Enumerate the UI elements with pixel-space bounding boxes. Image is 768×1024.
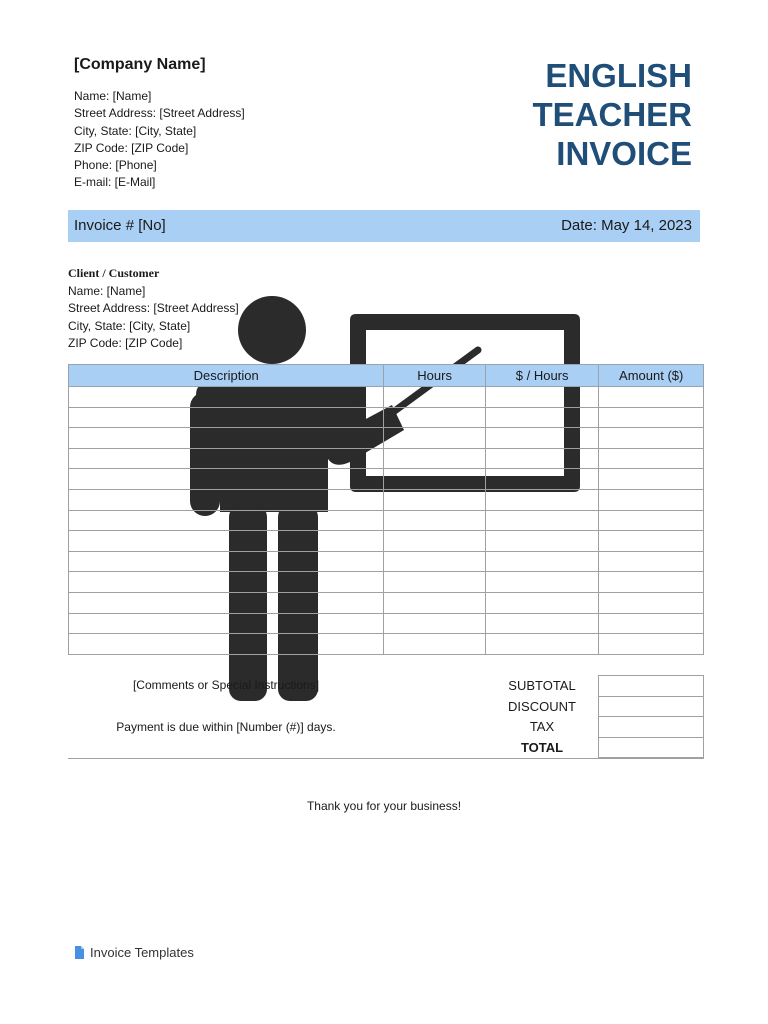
table-header-row bbox=[69, 365, 704, 387]
company-details bbox=[74, 88, 245, 192]
client-heading: Client / Customer bbox=[68, 266, 160, 280]
table-row bbox=[69, 489, 704, 510]
invoice-number: Invoice # [No] bbox=[74, 217, 166, 234]
hours-cell[interactable] bbox=[384, 407, 486, 428]
total-label: TOTAL bbox=[520, 740, 564, 756]
table-row bbox=[69, 428, 704, 449]
subtotal-row bbox=[486, 676, 704, 697]
company-zip-code: ZIP Code: [ZIP Code] bbox=[74, 140, 189, 155]
title-line-3: INVOICE bbox=[556, 135, 692, 172]
column-header-rate: $ / Hours bbox=[485, 365, 598, 387]
table-row bbox=[69, 387, 704, 408]
subtotal-value-cell[interactable] bbox=[599, 676, 704, 697]
table-row bbox=[69, 634, 704, 655]
footer-brand[interactable] bbox=[74, 945, 194, 960]
company-street-address: Street Address: [Street Address] bbox=[74, 106, 245, 121]
column-header-amount: Amount ($) bbox=[599, 365, 704, 387]
client-city-state: City, State: [City, State] bbox=[68, 318, 191, 333]
table-row bbox=[69, 592, 704, 613]
rate-cell[interactable] bbox=[485, 428, 598, 449]
table-row bbox=[69, 448, 704, 469]
total-value-cell[interactable] bbox=[599, 737, 704, 758]
discount-value-cell[interactable] bbox=[599, 696, 704, 717]
hours-cell[interactable] bbox=[384, 469, 486, 490]
description-cell[interactable] bbox=[69, 448, 384, 469]
total-row bbox=[486, 737, 704, 758]
hours-cell[interactable] bbox=[384, 572, 486, 593]
rate-cell[interactable] bbox=[485, 613, 598, 634]
amount-cell[interactable] bbox=[599, 448, 704, 469]
amount-cell[interactable] bbox=[599, 592, 704, 613]
rate-cell[interactable] bbox=[485, 551, 598, 572]
discount-row bbox=[486, 696, 704, 717]
description-cell[interactable] bbox=[69, 634, 384, 655]
description-cell[interactable] bbox=[69, 407, 384, 428]
amount-cell[interactable] bbox=[599, 469, 704, 490]
description-cell[interactable] bbox=[69, 428, 384, 449]
rate-cell[interactable] bbox=[485, 469, 598, 490]
rate-cell[interactable] bbox=[485, 634, 598, 655]
company-name: [Company Name] bbox=[74, 56, 206, 73]
description-cell[interactable] bbox=[69, 551, 384, 572]
amount-cell[interactable] bbox=[599, 407, 704, 428]
description-cell[interactable] bbox=[69, 387, 384, 408]
amount-cell[interactable] bbox=[599, 387, 704, 408]
hours-cell[interactable] bbox=[384, 387, 486, 408]
description-cell[interactable] bbox=[69, 572, 384, 593]
company-email: E-mail: [E-Mail] bbox=[74, 175, 156, 190]
hours-cell[interactable] bbox=[384, 428, 486, 449]
rate-cell[interactable] bbox=[485, 592, 598, 613]
rate-cell[interactable] bbox=[485, 510, 598, 531]
company-city-state: City, State: [City, State] bbox=[74, 123, 197, 138]
invoice-info-bar bbox=[68, 210, 700, 242]
hours-cell[interactable] bbox=[384, 489, 486, 510]
table-row bbox=[69, 613, 704, 634]
amount-cell[interactable] bbox=[599, 572, 704, 593]
rate-cell[interactable] bbox=[485, 407, 598, 428]
rate-cell[interactable] bbox=[485, 572, 598, 593]
hours-cell[interactable] bbox=[384, 551, 486, 572]
amount-cell[interactable] bbox=[599, 551, 704, 572]
table-row bbox=[69, 572, 704, 593]
amount-cell[interactable] bbox=[599, 428, 704, 449]
table-row bbox=[69, 469, 704, 490]
totals-table bbox=[486, 675, 704, 758]
hours-cell[interactable] bbox=[384, 613, 486, 634]
invoice-templates-logo bbox=[74, 945, 85, 960]
thank-you-note: Thank you for your business! bbox=[306, 799, 462, 813]
tax-value-cell[interactable] bbox=[599, 717, 704, 738]
amount-cell[interactable] bbox=[599, 613, 704, 634]
amount-cell[interactable] bbox=[599, 510, 704, 531]
amount-cell[interactable] bbox=[599, 634, 704, 655]
hours-cell[interactable] bbox=[384, 510, 486, 531]
hours-cell[interactable] bbox=[384, 592, 486, 613]
description-cell[interactable] bbox=[69, 510, 384, 531]
description-cell[interactable] bbox=[69, 592, 384, 613]
comments-text: [Comments or Special Instructions] bbox=[132, 678, 320, 692]
client-street-address: Street Address: [Street Address] bbox=[68, 301, 239, 316]
column-header-description: Description bbox=[69, 365, 384, 387]
title-line-2: TEACHER bbox=[532, 96, 692, 133]
hours-cell[interactable] bbox=[384, 448, 486, 469]
rate-cell[interactable] bbox=[485, 489, 598, 510]
company-contact-name: Name: [Name] bbox=[74, 89, 152, 103]
line-items-table bbox=[68, 364, 704, 655]
hours-cell[interactable] bbox=[384, 634, 486, 655]
line-items-body bbox=[69, 387, 704, 655]
document-title bbox=[532, 56, 692, 173]
client-zip-code: ZIP Code: [ZIP Code] bbox=[68, 335, 183, 350]
amount-cell[interactable] bbox=[599, 489, 704, 510]
table-row bbox=[69, 510, 704, 531]
invoice-date: Date: May 14, 2023 bbox=[561, 217, 692, 234]
payment-terms: Payment is due within [Number (#)] days. bbox=[116, 720, 336, 734]
description-cell[interactable] bbox=[69, 613, 384, 634]
hours-cell[interactable] bbox=[384, 531, 486, 552]
rate-cell[interactable] bbox=[485, 387, 598, 408]
table-row bbox=[69, 531, 704, 552]
description-cell[interactable] bbox=[69, 531, 384, 552]
subtotal-label: SUBTOTAL bbox=[508, 678, 576, 694]
table-row bbox=[69, 551, 704, 572]
discount-label: DISCOUNT bbox=[508, 698, 576, 714]
title-line-1: ENGLISH bbox=[545, 57, 692, 94]
tax-label: TAX bbox=[529, 719, 555, 735]
rate-cell[interactable] bbox=[485, 531, 598, 552]
column-header-hours: Hours bbox=[384, 365, 486, 387]
table-row bbox=[69, 407, 704, 428]
brand-name: Invoice Templates bbox=[90, 945, 194, 960]
rate-cell[interactable] bbox=[485, 448, 598, 469]
client-name: Name: [Name] bbox=[68, 284, 146, 298]
company-phone: Phone: [Phone] bbox=[74, 158, 157, 173]
amount-cell[interactable] bbox=[599, 531, 704, 552]
description-cell[interactable] bbox=[69, 469, 384, 490]
tax-row bbox=[486, 717, 704, 738]
description-cell[interactable] bbox=[69, 489, 384, 510]
